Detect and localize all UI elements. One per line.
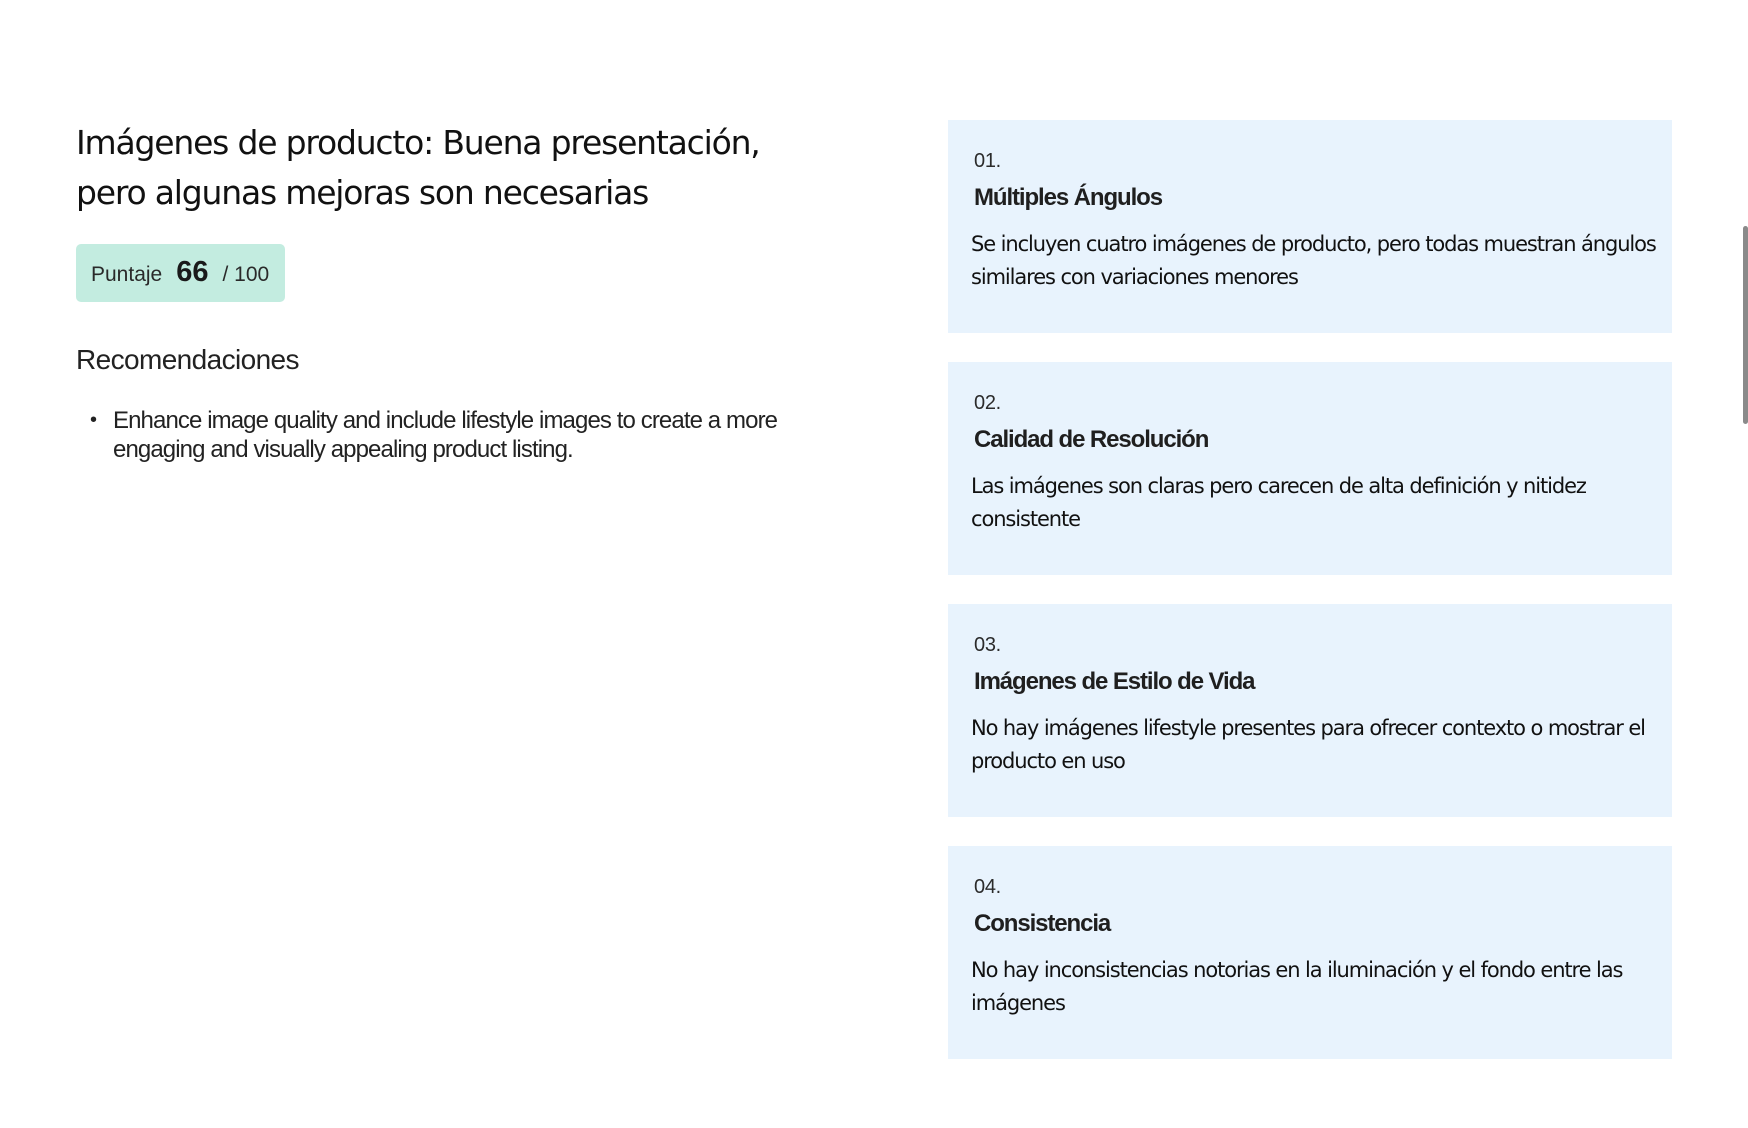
recommendation-text: Enhance image quality and include lifestyle images to create a more engaging and visually appealing product listing. xyxy=(113,407,778,463)
finding-title: Imágenes de Estilo de Vida xyxy=(974,668,1255,695)
score-max: / 100 xyxy=(222,263,270,286)
finding-number: 01. xyxy=(974,150,1001,172)
recommendations-list xyxy=(76,406,836,464)
finding-description: Las imágenes son claras pero carecen de alta definición y nitidez consistente xyxy=(971,474,1586,531)
summary-panel xyxy=(76,118,836,464)
score-value: 66 xyxy=(176,256,209,288)
finding-description: No hay imágenes lifestyle presentes para ofrecer contexto o mostrar el producto en uso xyxy=(971,716,1645,773)
findings-list xyxy=(948,120,1672,1088)
page-title: Imágenes de producto: Buena presentación, pero algunas mejoras son necesarias xyxy=(76,123,760,212)
recommendation-item xyxy=(90,406,793,464)
bullet-icon: • xyxy=(90,409,97,431)
finding-card xyxy=(948,362,1672,575)
score-label: Puntaje xyxy=(91,263,163,286)
recommendations-heading: Recomendaciones xyxy=(76,344,299,375)
finding-number: 04. xyxy=(974,876,1001,898)
score-badge xyxy=(76,244,285,302)
finding-number: 03. xyxy=(974,634,1001,656)
finding-description: No hay inconsistencias notorias en la iluminación y el fondo entre las imágenes xyxy=(971,958,1623,1015)
finding-title: Consistencia xyxy=(974,910,1111,937)
finding-title: Calidad de Resolución xyxy=(974,426,1209,453)
finding-card xyxy=(948,604,1672,817)
finding-card xyxy=(948,120,1672,333)
scrollbar-thumb[interactable] xyxy=(1743,226,1748,424)
finding-card xyxy=(948,846,1672,1059)
finding-title: Múltiples Ángulos xyxy=(974,184,1162,211)
finding-number: 02. xyxy=(974,392,1001,414)
finding-description: Se incluyen cuatro imágenes de producto, pero todas muestran ángulos similares con variaciones menores xyxy=(971,232,1656,289)
